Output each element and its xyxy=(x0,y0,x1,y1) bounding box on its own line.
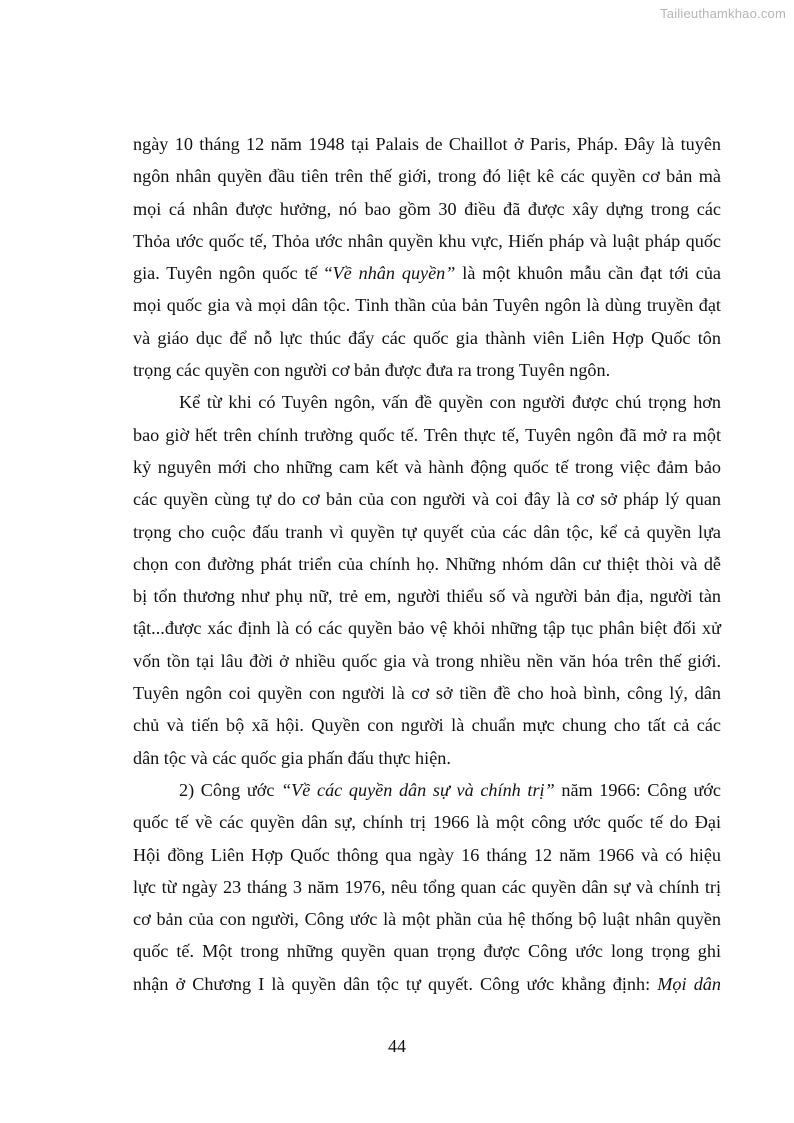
text-segment: dân tộc và các quốc gia phấn đấu thực hiện. xyxy=(133,747,451,768)
paragraph xyxy=(133,774,721,1000)
text-line xyxy=(133,709,721,741)
text-line xyxy=(133,225,721,257)
text-segment: cơ bản của con người, Công ước là một phần của hệ thống bộ luật nhân quyền xyxy=(133,909,721,930)
document-body xyxy=(133,128,721,1000)
text-segment: quốc tế về các quyền dân sự, chính trị 1966 là một công ước quốc tế do Đại xyxy=(133,812,721,833)
text-line xyxy=(133,160,721,192)
text-segment: vốn tồn tại lâu đời ở nhiều quốc gia và trong nhiều nền văn hóa trên thế giới. xyxy=(133,650,721,671)
text-line xyxy=(133,903,721,935)
text-line xyxy=(133,483,721,515)
text-line xyxy=(133,322,721,354)
text-segment: trọng các quyền con người cơ bản được đưa ra trong Tuyên ngôn. xyxy=(133,360,611,381)
text-line xyxy=(133,548,721,580)
text-segment: và giáo dục để nỗ lực thúc đẩy các quốc gia thành viên Liên Hợp Quốc tôn xyxy=(133,327,721,348)
text-segment: các quyền cùng tự do cơ bản của con người và coi đây là cơ sở pháp lý quan xyxy=(133,489,721,510)
text-line xyxy=(133,774,721,806)
text-segment: năm 1966: Công ước xyxy=(554,779,721,800)
text-line xyxy=(133,128,721,160)
text-line xyxy=(133,386,721,418)
text-segment: gia. Tuyên ngôn quốc tế “ xyxy=(133,263,333,284)
text-segment: ngôn nhân quyền đầu tiên trên thế giới, trong đó liệt kê các quyền cơ bản mà xyxy=(133,166,721,187)
text-line xyxy=(133,516,721,548)
text-segment: là một khuôn mẫu cần đạt tới của xyxy=(455,263,721,284)
text-segment: tật...được xác định là có các quyền bảo vệ khỏi những tập tục phân biệt đối xử xyxy=(133,618,721,639)
text-line xyxy=(133,419,721,451)
text-segment: Thỏa ước quốc tế, Thỏa ước nhân quyền khu vực, Hiến pháp và luật pháp quốc xyxy=(133,230,721,251)
text-line xyxy=(133,612,721,644)
text-line xyxy=(133,839,721,871)
text-segment: bao giờ hết trên chính trường quốc tế. Trên thực tế, Tuyên ngôn đã mở ra một xyxy=(133,424,721,445)
page-number: 44 xyxy=(388,1036,406,1056)
text-segment: 2) Công ước xyxy=(179,779,282,800)
text-segment: lực từ ngày 23 tháng 3 năm 1976, nêu tổng quan các quyền dân sự và chính trị xyxy=(133,876,721,897)
text-line xyxy=(133,354,721,386)
text-line xyxy=(133,451,721,483)
paragraph xyxy=(133,128,721,386)
text-segment: Tuyên ngôn coi quyền con người là cơ sở tiền đề cho hoà bình, công lý, dân xyxy=(133,683,721,704)
italic-text: Về nhân quyền” xyxy=(332,263,456,284)
text-segment: mọi quốc gia và mọi dân tộc. Tinh thần của bản Tuyên ngôn là dùng truyền đạt xyxy=(133,295,721,316)
text-line xyxy=(133,806,721,838)
text-line xyxy=(133,677,721,709)
text-line xyxy=(133,193,721,225)
text-line xyxy=(133,257,721,289)
watermark: Tailieuthamkhao.com xyxy=(660,6,786,21)
text-segment: kỷ nguyên mới cho những cam kết và hành động quốc tế trong việc đảm bảo xyxy=(133,456,721,477)
text-segment: trọng cho cuộc đấu tranh vì quyền tự quyết của các dân tộc, kể cả quyền lựa xyxy=(133,521,721,542)
text-line xyxy=(133,580,721,612)
text-segment: Kể từ khi có Tuyên ngôn, vấn đề quyền con người được chú trọng hơn xyxy=(179,392,721,413)
italic-text: “Về các quyền dân sự và chính trị” xyxy=(281,779,555,800)
text-line xyxy=(133,935,721,967)
text-segment: quốc tế. Một trong những quyền quan trọng được Công ước long trọng ghi xyxy=(133,941,721,962)
italic-text: Mọi dân xyxy=(657,973,721,994)
text-line xyxy=(133,871,721,903)
text-segment: ngày 10 tháng 12 năm 1948 tại Palais de Chaillot ở Paris, Pháp. Đây là tuyên xyxy=(133,134,721,154)
text-segment: Hội đồng Liên Hợp Quốc thông qua ngày 16 tháng 12 năm 1966 và có hiệu xyxy=(133,844,721,865)
text-line xyxy=(133,289,721,321)
text-segment: chọn con đường phát triển của chính họ. Những nhóm dân cư thiệt thòi và dễ xyxy=(133,553,721,574)
text-segment: nhận ở Chương I là quyền dân tộc tự quyết. Công ước khẳng định: xyxy=(133,973,658,994)
text-segment: bị tổn thương như phụ nữ, trẻ em, người thiểu số và người bản địa, người tàn xyxy=(133,586,721,607)
text-line xyxy=(133,968,721,1000)
text-line xyxy=(133,645,721,677)
text-line xyxy=(133,742,721,774)
text-segment: mọi cá nhân được hưởng, nó bao gồm 30 điều đã được xây dựng trong các xyxy=(133,198,721,219)
paragraph xyxy=(133,386,721,774)
text-segment: chủ và tiến bộ xã hội. Quyền con người là chuẩn mực chung cho tất cả các xyxy=(133,715,721,736)
